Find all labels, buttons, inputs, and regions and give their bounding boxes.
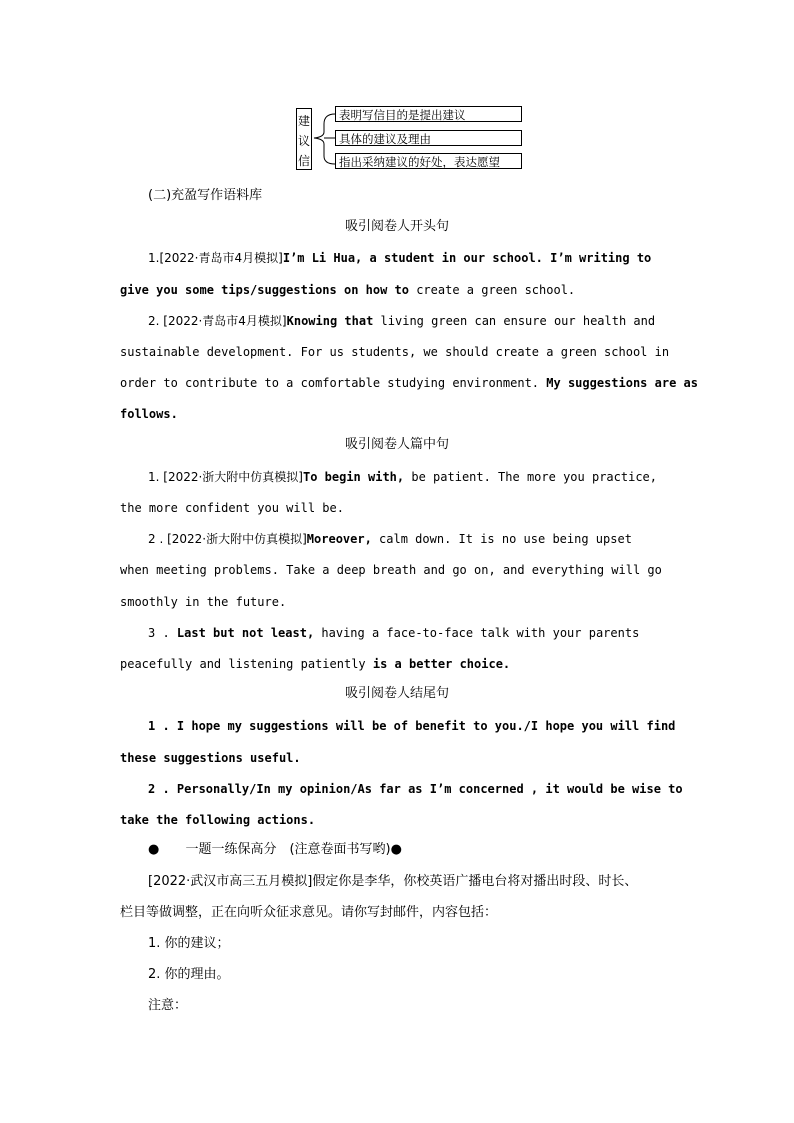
practice-task-line1: [2022·武汉市高三五月模拟]假定你是李华，你校英语广播电台将对播出时段、时长、 xyxy=(148,874,638,889)
middle-s1-source: 1. [2022·浙大附中仿真模拟] xyxy=(148,470,303,484)
middle-s1-line1 xyxy=(148,469,657,485)
opening-s1-line1 xyxy=(148,250,651,266)
middle-s2-bold: Moreover, xyxy=(306,532,372,546)
opening-s2-line4: follows. xyxy=(120,407,178,421)
opening-s2-bold-c: My suggestions are as xyxy=(546,376,698,390)
middle-s1-line2: the more confident you will be. xyxy=(120,501,344,515)
diagram-root-char-3: 信 xyxy=(297,154,310,168)
middle-s2-source: 2 . [2022·浙大附中仿真模拟] xyxy=(148,532,307,546)
practice-title: 一题一练保高分 (注意卷面书写哟) xyxy=(185,842,391,857)
middle-s3-line2 xyxy=(120,656,510,672)
section-title: (二)充盈写作语料库 xyxy=(148,188,263,203)
heading-ending: 吸引阅卷人结尾句 xyxy=(344,686,449,701)
diagram-root-char-2: 议 xyxy=(297,134,310,148)
practice-task-line2: 栏目等做调整，正在向听众征求意见。请你写封邮件，内容包括： xyxy=(120,905,498,920)
ending-s1-line1: 1 . I hope my suggestions will be of benefit to you./I hope you will find xyxy=(148,719,676,733)
bullet-icon: ● xyxy=(148,842,160,857)
middle-s3-bold: Last but not least, xyxy=(176,626,315,640)
opening-s2-bold-a: Knowing that xyxy=(286,314,374,328)
ending-s1-line2: these suggestions useful. xyxy=(120,751,301,765)
bullet-icon: ● xyxy=(390,842,402,857)
practice-note: 注意： xyxy=(148,998,188,1013)
middle-s3-number: 3 . xyxy=(148,626,177,640)
opening-s2-line3 xyxy=(120,375,698,391)
middle-s2-line1 xyxy=(148,531,632,547)
opening-s2-line1 xyxy=(148,313,655,329)
diagram-item-1: 表明写信目的是提出建议 xyxy=(335,106,522,122)
diagram-item-3: 指出采纳建议的好处，表达愿望 xyxy=(335,153,522,169)
opening-s2-text-c: order to contribute to a comfortable studying environment. xyxy=(120,376,547,390)
middle-s2-text-a: calm down. It is no use being upset xyxy=(371,532,632,546)
middle-s3-text-b: peacefully and listening patiently xyxy=(120,657,373,671)
opening-s1-text-c: create a green school. xyxy=(408,283,576,297)
middle-s3-line1 xyxy=(148,625,639,641)
opening-s2-line2: sustainable development. For us students, we should create a green school in xyxy=(120,345,670,359)
opening-s1-text-b: give you some tips/suggestions on how to xyxy=(120,283,409,297)
diagram-root-label xyxy=(296,108,312,170)
middle-s1-bold: To begin with, xyxy=(302,470,405,484)
middle-s3-text-a: having a face-to-face talk with your parents xyxy=(314,626,640,640)
ending-s2-line1: 2 . Personally/In my opinion/As far as I’m concerned , it would be wise to xyxy=(148,782,683,796)
practice-item-1: 1. 你的建议； xyxy=(148,936,230,951)
diagram-item-2: 具体的建议及理由 xyxy=(335,130,522,146)
diagram-root-char-1: 建 xyxy=(297,114,310,128)
opening-s2-source: 2. [2022·青岛市4月模拟] xyxy=(148,314,287,328)
middle-s1-text-a: be patient. The more you practice, xyxy=(404,470,658,484)
middle-s2-line3: smoothly in the future. xyxy=(120,595,287,609)
practice-header xyxy=(148,842,402,858)
opening-s2-text-a: living green can ensure our health and xyxy=(373,314,656,328)
opening-s1-text-a: I’m Li Hua, a student in our school. I’m writing to xyxy=(282,251,652,265)
opening-s1-line2 xyxy=(120,282,575,298)
ending-s2-line2: take the following actions. xyxy=(120,813,316,827)
middle-s3-bold-b: is a better choice. xyxy=(372,657,511,671)
heading-opening: 吸引阅卷人开头句 xyxy=(344,219,449,234)
practice-item-2: 2. 你的理由。 xyxy=(148,967,230,982)
diagram-brace xyxy=(312,106,336,172)
middle-s2-line2: when meeting problems. Take a deep breath and go on, and everything will go xyxy=(120,563,662,577)
heading-middle: 吸引阅卷人篇中句 xyxy=(344,437,449,452)
opening-s1-source: 1.[2022·青岛市4月模拟] xyxy=(148,251,283,265)
